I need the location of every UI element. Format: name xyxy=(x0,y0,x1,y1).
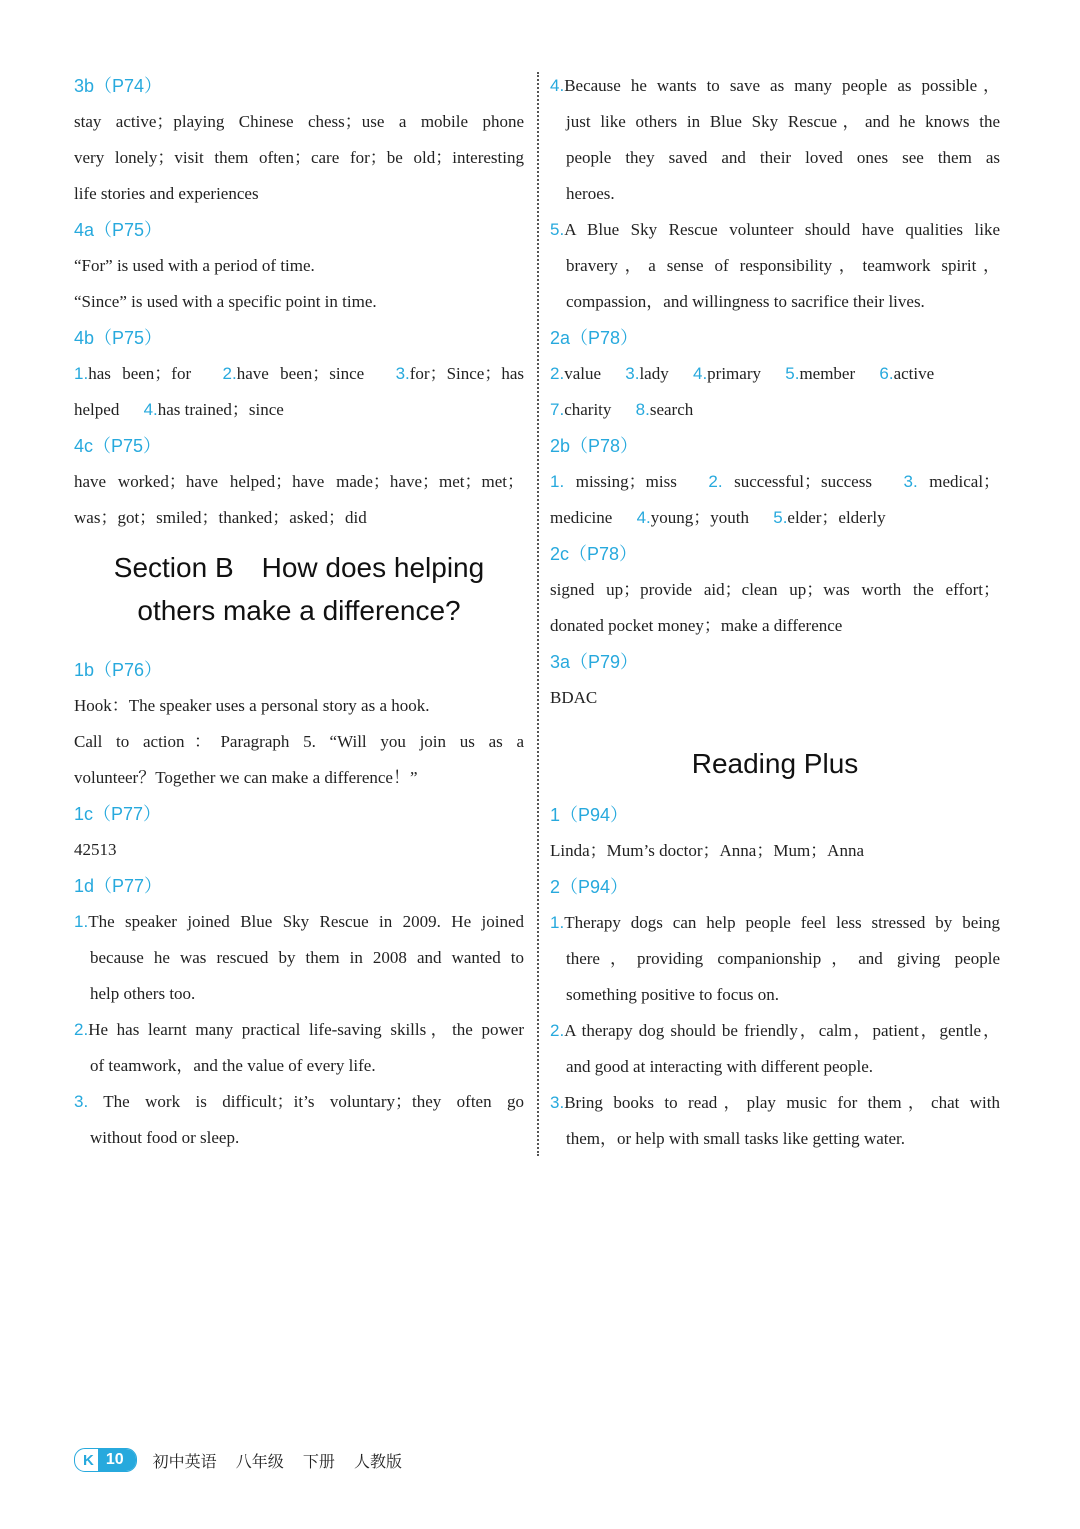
answer-line: BDAC xyxy=(550,688,598,707)
item-text: young；youth xyxy=(650,508,749,527)
section-header-3a: 3a（P79） xyxy=(550,652,639,672)
section-header-rp2: 2（P94） xyxy=(550,877,629,897)
answer-line xyxy=(550,464,1000,500)
badge-letter: K xyxy=(83,1451,94,1469)
answer-line: compassion，and willingness to sacrifice their lives. xyxy=(566,292,925,311)
item-number: 3. xyxy=(625,364,640,383)
book-volume: 下册 xyxy=(302,1451,335,1471)
answer-line: have worked；have helped；have made；have；met；met； xyxy=(74,472,524,491)
answer-line: of teamwork，and the value of every life. xyxy=(90,1056,376,1075)
answer-line xyxy=(550,1013,1000,1049)
item-text: He has learnt many practical life-saving skills，the power xyxy=(88,1020,524,1039)
item-text: Bring books to read，play music for them，chat with xyxy=(564,1093,1000,1112)
answer-line xyxy=(74,904,524,940)
answer-line xyxy=(550,68,1000,104)
answer-line: there，providing companionship，and giving people xyxy=(566,949,1000,968)
item-number: 2. xyxy=(550,364,565,383)
answer-line xyxy=(550,392,1000,428)
answer-line: very lonely；visit them often；care for；be old；interesting xyxy=(74,148,524,167)
answer-line xyxy=(550,356,1000,392)
item-text: helped xyxy=(74,400,120,419)
answer-line xyxy=(550,500,1000,536)
section-header-1d: 1d（P77） xyxy=(74,876,163,896)
item-text: medicine xyxy=(550,508,613,527)
answer-line: something positive to focus on. xyxy=(566,985,779,1004)
answer-line: because he was rescued by them in 2008 and wanted to xyxy=(90,948,524,967)
answer-line: “For” is used with a period of time. xyxy=(74,256,315,275)
book-grade: 八年级 xyxy=(235,1451,284,1471)
answer-line xyxy=(550,905,1000,941)
answer-line: without food or sleep. xyxy=(90,1128,240,1147)
item-text: The speaker joined Blue Sky Rescue in 2009. He joined xyxy=(88,912,524,931)
item-number: 6. xyxy=(879,364,894,383)
item-number: 5. xyxy=(550,220,565,239)
reading-plus-title xyxy=(550,716,1000,797)
page-footer xyxy=(74,1446,416,1474)
item-number: 1. xyxy=(550,472,565,491)
answer-line: donated pocket money；make a difference xyxy=(550,616,843,635)
item-text: search xyxy=(649,400,694,419)
answer-line: life stories and experiences xyxy=(74,184,259,203)
answer-line: signed up；provide aid；clean up；was worth the effort； xyxy=(550,580,1000,599)
item-text: for；Since；has xyxy=(409,364,525,383)
item-number: 1. xyxy=(74,912,89,931)
section-header-4a: 4a（P75） xyxy=(74,220,163,240)
item-text: Because he wants to save as many people as possible， xyxy=(564,76,1000,95)
answer-line xyxy=(74,392,524,428)
item-number: 4. xyxy=(692,364,708,383)
answer-line: was；got；smiled；thanked；asked；did xyxy=(74,508,367,527)
item-number: 8. xyxy=(635,400,650,419)
answer-line: heroes. xyxy=(566,184,615,203)
section-header-4b: 4b（P75） xyxy=(74,328,163,348)
item-number: 3. xyxy=(74,1092,89,1111)
item-number: 7. xyxy=(550,400,565,419)
answer-line: people they saved and their loved ones see them as xyxy=(566,148,1000,167)
item-text: A therapy dog should be friendly，calm，patient，gentle， xyxy=(564,1021,1000,1040)
book-title: 初中英语 xyxy=(152,1451,217,1471)
book-info xyxy=(153,1449,416,1472)
item-text: has been；for xyxy=(88,364,192,383)
answer-line xyxy=(550,1085,1000,1121)
item-number: 2. xyxy=(74,1020,89,1039)
section-title-line: Reading Plus xyxy=(691,748,859,779)
item-number: 2. xyxy=(222,364,237,383)
section-header-1c: 1c（P77） xyxy=(74,804,162,824)
item-text: A Blue Sky Rescue volunteer should have qualities like xyxy=(564,220,1000,239)
item-number: 3. xyxy=(395,364,410,383)
answer-line xyxy=(74,1012,524,1048)
item-text: elder；elderly xyxy=(787,508,886,527)
item-text: primary xyxy=(707,364,761,383)
answer-line: and good at interacting with different people. xyxy=(566,1057,874,1076)
item-number: 3. xyxy=(903,472,918,491)
item-text: member xyxy=(799,364,856,383)
item-text: Therapy dogs can help people feel less stressed by being xyxy=(564,913,1000,932)
item-text: medical； xyxy=(929,472,1001,491)
item-text: has trained；since xyxy=(157,400,284,419)
answer-line: help others too. xyxy=(90,984,196,1003)
item-number: 1. xyxy=(550,913,565,932)
answer-line xyxy=(74,356,524,392)
item-number: 2. xyxy=(708,472,723,491)
answer-line xyxy=(74,1084,524,1120)
answer-line: Hook：The speaker uses a personal story as a hook. xyxy=(74,696,430,715)
item-number: 3. xyxy=(550,1093,565,1112)
answer-line: them，or help with small tasks like getting water. xyxy=(566,1129,905,1148)
answer-line: “Since” is used with a specific point in time. xyxy=(74,292,377,311)
section-header-3b: 3b（P74） xyxy=(74,76,163,96)
item-text: The work is difficult；it’s voluntary；they often go xyxy=(103,1092,525,1111)
section-header-4c: 4c（P75） xyxy=(74,436,162,456)
book-edition: 人教版 xyxy=(353,1451,402,1471)
answer-line: volunteer？Together we can make a difference！” xyxy=(74,768,418,787)
section-b-title xyxy=(74,536,524,652)
answer-line: Call to action：Paragraph 5. “Will you join us as a xyxy=(74,732,524,751)
answer-line: just like others in Blue Sky Rescue，and he knows the xyxy=(566,112,1000,131)
item-number: 4. xyxy=(550,76,565,95)
answer-line: bravery，a sense of responsibility，teamwork spirit， xyxy=(566,256,1000,275)
section-header-1b: 1b（P76） xyxy=(74,660,163,680)
item-number: 4. xyxy=(636,508,651,527)
section-header-2b: 2b（P78） xyxy=(550,436,639,456)
section-header-rp1: 1（P94） xyxy=(550,805,629,825)
item-text: successful；success xyxy=(734,472,872,491)
section-header-2c: 2c（P78） xyxy=(550,544,638,564)
section-title-line: others make a difference? xyxy=(137,595,461,626)
answer-line: Linda；Mum’s doctor；Anna；Mum；Anna xyxy=(550,841,864,860)
section-header-2a: 2a（P78） xyxy=(550,328,639,348)
page-number: 10 xyxy=(98,1449,136,1471)
answer-line: stay active；playing Chinese chess；use a mobile phone xyxy=(74,112,524,131)
section-title-line: Section B How does helping xyxy=(113,552,485,583)
item-text: missing；miss xyxy=(575,472,677,491)
item-text: lady xyxy=(639,364,669,383)
page-badge xyxy=(74,1448,137,1472)
item-number: 2. xyxy=(550,1021,565,1040)
item-text: value xyxy=(564,364,602,383)
item-text: have been；since xyxy=(236,364,365,383)
item-text: charity xyxy=(564,400,612,419)
right-column xyxy=(550,68,1000,1157)
answer-line: 42513 xyxy=(74,840,117,859)
left-column xyxy=(74,68,524,1156)
item-text: active xyxy=(893,364,935,383)
item-number: 1. xyxy=(74,364,89,383)
answer-line xyxy=(550,212,1000,248)
column-divider xyxy=(537,72,539,1156)
item-number: 5. xyxy=(785,364,800,383)
item-number: 5. xyxy=(773,508,788,527)
item-number: 4. xyxy=(143,400,158,419)
